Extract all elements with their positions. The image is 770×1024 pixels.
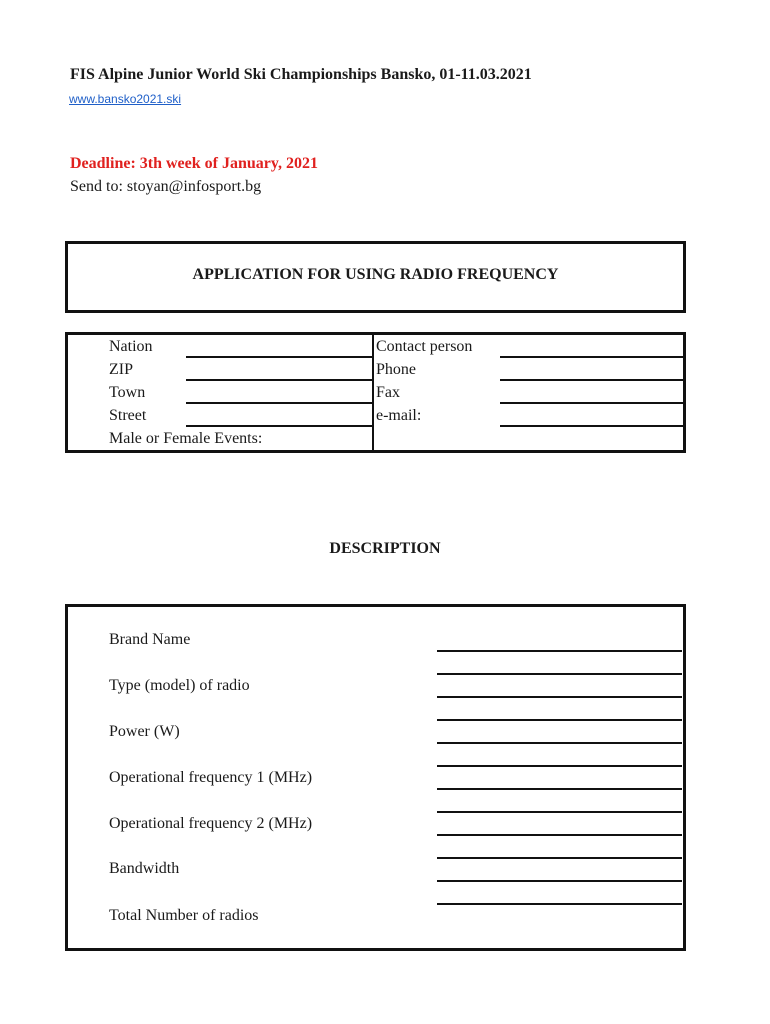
- deadline-text: Deadline: 3th week of January, 2021: [70, 155, 318, 172]
- town-label: Town: [109, 384, 146, 401]
- form-line: [437, 719, 682, 721]
- zip-field[interactable]: [186, 379, 372, 381]
- events-label: Male or Female Events:: [109, 430, 263, 447]
- zip-label: ZIP: [109, 361, 133, 378]
- fax-field[interactable]: [500, 402, 683, 404]
- form-line: [437, 765, 682, 767]
- form-line: [437, 857, 682, 859]
- brand-name-label: Brand Name: [109, 631, 191, 648]
- email-label: e-mail:: [376, 407, 422, 424]
- frequency-1-label: Operational frequency 1 (MHz): [109, 769, 313, 786]
- power-field[interactable]: [437, 742, 682, 744]
- frequency-2-field[interactable]: [437, 834, 682, 836]
- phone-label: Phone: [376, 361, 416, 378]
- application-title: APPLICATION FOR USING RADIO FREQUENCY: [192, 266, 559, 283]
- frequency-1-field[interactable]: [437, 788, 682, 790]
- description-title: DESCRIPTION: [329, 540, 441, 557]
- street-field[interactable]: [186, 425, 372, 427]
- radio-type-label: Type (model) of radio: [109, 677, 250, 694]
- phone-field[interactable]: [500, 379, 683, 381]
- radio-type-field[interactable]: [437, 696, 682, 698]
- email-field[interactable]: [500, 425, 683, 427]
- total-radios-label: Total Number of radios: [109, 907, 259, 924]
- info-column-divider: [372, 335, 374, 450]
- form-line: [437, 811, 682, 813]
- document-title: FIS Alpine Junior World Ski Championships Bansko, 01-11.03.2021: [70, 66, 532, 83]
- brand-name-field[interactable]: [437, 650, 682, 652]
- bandwidth-label: Bandwidth: [109, 860, 180, 877]
- power-label: Power (W): [109, 723, 180, 740]
- street-label: Street: [109, 407, 147, 424]
- contact-person-field[interactable]: [500, 356, 683, 358]
- form-line: [437, 673, 682, 675]
- fax-label: Fax: [376, 384, 400, 401]
- town-field[interactable]: [186, 402, 372, 404]
- nation-label: Nation: [109, 338, 153, 355]
- frequency-2-label: Operational frequency 2 (MHz): [109, 815, 313, 832]
- bandwidth-field[interactable]: [437, 880, 682, 882]
- send-to-text: Send to: stoyan@infosport.bg: [70, 178, 262, 195]
- contact-person-label: Contact person: [376, 338, 473, 355]
- total-radios-field[interactable]: [437, 903, 682, 905]
- nation-field[interactable]: [186, 356, 372, 358]
- website-link[interactable]: www.bansko2021.ski: [69, 92, 182, 106]
